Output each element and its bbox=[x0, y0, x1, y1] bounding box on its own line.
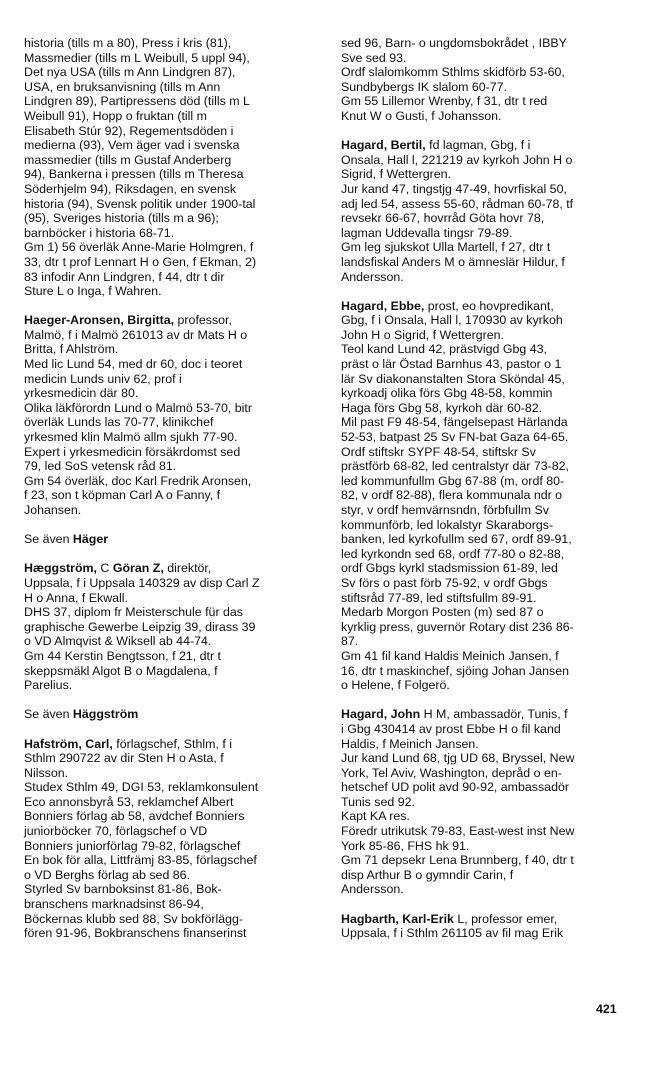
entry-line: Onsala, Hall l, 221219 av kyrkoh John H o bbox=[341, 152, 573, 167]
entry-continuation bbox=[24, 36, 320, 299]
entry-line: Sigrid, f Wettergren. bbox=[341, 167, 451, 182]
entry-line: adj led 54, assess 55-60, rådman 60-78, tf bbox=[341, 196, 574, 211]
left-column bbox=[24, 36, 320, 941]
entry-line: York, Tel Aviv, Washington, depråd o en- bbox=[341, 765, 562, 780]
entry-line: Lindgren 89), Partipressens död (tills m L bbox=[24, 94, 250, 109]
see-also-reference bbox=[24, 532, 320, 547]
entry-line: banken, led kyrkofullm sed 67, ordf 89-91, bbox=[341, 532, 572, 547]
entry-line: Teol kand Lund 42, prästvigd Gbg 43, bbox=[341, 342, 547, 357]
entry-line: (95), Sveriges historia (tills m a 96); bbox=[24, 211, 219, 226]
entry-line: Olika läkförordn Lund o Malmö 53-70, bitr bbox=[24, 400, 252, 415]
entry-line: Knut W o Gusti, f Johansson. bbox=[341, 108, 502, 123]
entry-line: disp Arthur B o gymndir Carin, f bbox=[341, 867, 514, 882]
entry-line: Sthlm 290722 av dir Sten H o Asta, f bbox=[24, 751, 224, 766]
entry-intro: förlagschef, Sthlm, f i bbox=[112, 736, 232, 751]
entry-line: Ordf stiftskr SYPF 48-54, stiftskr Sv bbox=[341, 444, 536, 459]
entry-line: kyrklig press, guvernör Rotary dist 236 86- bbox=[341, 619, 574, 634]
entry-line: Böckernas klubb sed 88, Sv bokförlägg- bbox=[24, 911, 244, 926]
entry-line: Mil past F9 48-54, fängelsepast Härlanda bbox=[341, 415, 568, 430]
entry-line: fören 91-96, Bokbranschens finanserinst bbox=[24, 926, 247, 941]
entry-line: skeppsmäkl Algot B o Magdalena, f bbox=[24, 663, 218, 678]
entry-line: Haldis, f Meinich Jansen. bbox=[341, 736, 479, 751]
entry-line: Jur kand Lund 68, tjg UD 68, Bryssel, New bbox=[341, 751, 575, 766]
entry-line: Haga förs Gbg 58, kyrkoh där 60-82. bbox=[341, 400, 543, 415]
entry-line: Bonniers förlag ab 58, avdchef Bonniers bbox=[24, 809, 245, 824]
entry-line: USA, en bruksanvisning (tills m Ann bbox=[24, 79, 221, 94]
entry-line: 16, dtr t maskinchef, sjöing Johan Jansen bbox=[341, 663, 569, 678]
entry-line: Ordf slalomkomm Sthlms skidförb 53-60, bbox=[341, 65, 565, 80]
entry-line: o VD Berghs förlag ab sed 86. bbox=[24, 867, 190, 882]
entry-line: o Helene, f Folgerö. bbox=[341, 678, 450, 693]
entry-line: Gm 44 Kerstin Bengtsson, f 21, dtr t bbox=[24, 648, 221, 663]
page-number: 421 bbox=[596, 1002, 617, 1016]
biography-entry bbox=[24, 737, 320, 941]
entry-line: Tunis sed 92. bbox=[341, 794, 415, 809]
entry-intro: H M, ambassadör, Tunis, f bbox=[420, 707, 568, 722]
entry-line: Gm 71 depsekr Lena Brunnberg, f 40, dtr t bbox=[341, 853, 574, 868]
entry-line: Gm 1) 56 överläk Anne-Marie Holmgren, f bbox=[24, 240, 254, 255]
entry-line: präst o lär Östad Barnhus 43, pastor o 1 bbox=[341, 357, 562, 372]
entry-line: Malmö, f i Malmö 261013 av dr Mats H o bbox=[24, 327, 248, 342]
entry-line: revsekr 66-67, hovrråd Göta hovr 78, bbox=[341, 211, 545, 226]
entry-line: massmedier (tills m Gustaf Anderberg bbox=[24, 152, 232, 167]
entry-line: stiftsråd 77-89, led stiftsfullm 89-91. bbox=[341, 590, 537, 605]
entry-line: Andersson. bbox=[341, 882, 404, 897]
entry-line: 52-53, batpast 25 Sv FN-bat Gaza 64-65. bbox=[341, 430, 569, 445]
entry-line: juniorböcker 70, förlagschef o VD bbox=[24, 824, 208, 839]
entry-line: styr, v ordf hemvärnsndn, förbfullm Sv bbox=[341, 503, 549, 517]
entry-line: Med lic Lund 54, med dr 60, doc i teoret bbox=[24, 357, 243, 372]
entry-line: kommunförb, led lokalstyr Skaraborgs- bbox=[341, 517, 554, 532]
biography-entry bbox=[341, 707, 641, 897]
entry-name: Hagard, Ebbe, bbox=[341, 298, 425, 313]
entry-line: Jur kand 47, tingstjg 47-49, hovrfiskal 50, bbox=[341, 181, 567, 196]
entry-line: 83 infodir Ann Lindgren, f 44, dtr t dir bbox=[24, 269, 225, 284]
see-also-prefix: Se även bbox=[24, 532, 73, 547]
entry-line: lagman Uddevalla tingsr 79-89. bbox=[341, 225, 513, 240]
entry-name: Haeger-Aronsen, Birgitta, bbox=[24, 313, 175, 328]
entry-line: Weibull 91), Hopp o fruktan (till m bbox=[24, 108, 207, 123]
entry-line: 33, dtr t prof Lennart H o Gen, f Ekman, 2) bbox=[24, 254, 257, 269]
see-also-name: Häggström bbox=[72, 707, 139, 722]
see-also-prefix: Se även bbox=[24, 707, 73, 722]
entry-line: 94), Bankerna i pressen (tills m Theresa bbox=[24, 167, 244, 182]
entry-line: Bonniers juniorförlag 79-82, förlagschef bbox=[24, 838, 241, 853]
entry-name: Hagbarth, Karl-Erik bbox=[341, 911, 454, 926]
entry-line: Söderhjelm 94), Riksdagen, en svensk bbox=[24, 181, 237, 196]
entry-line: sed 96, Barn- o ungdomsbokrådet , IBBY bbox=[341, 36, 567, 50]
entry-line: graphische Gewerbe Leipzig 39, dirass 39 bbox=[24, 619, 256, 634]
entry-line: lär Sv diakonanstalten Stora Sköndal 45, bbox=[341, 371, 565, 386]
biography-entry bbox=[341, 912, 641, 941]
entry-line: Uppsala, f i Uppsala 140329 av disp Carl Z bbox=[24, 575, 260, 590]
entry-line: landsfiskal Anders M o ämneslär Hildur, f bbox=[341, 254, 565, 269]
entry-line: o VD Almqvist & Wiksell ab 44-74. bbox=[24, 634, 212, 649]
entry-line: Kapt KA res. bbox=[341, 809, 410, 824]
entry-line: yrkesmedicin där 80. bbox=[24, 386, 139, 401]
entry-line: Medarb Morgon Posten (m) sed 87 o bbox=[341, 605, 544, 620]
entry-line: Massmedier (tills m L Weibull, 5 uppl 94), bbox=[24, 50, 250, 65]
entry-line: DHS 37, diplom fr Meisterschule für das bbox=[24, 605, 243, 620]
entry-line: Johansen. bbox=[24, 503, 82, 517]
entry-line: Gbg, f i Onsala, Hall l, 170930 av kyrkoh bbox=[341, 313, 563, 328]
entry-line: barnböcker i historia 68-71. bbox=[24, 225, 175, 240]
entry-line: Föredr utrikutsk 79-83, East-west inst New bbox=[341, 824, 575, 839]
entry-line: medierna (93), Vem äger vad i svenska bbox=[24, 138, 240, 153]
entry-line: ordf Gbgs kyrkl stadsmission 61-89, led bbox=[341, 561, 558, 576]
see-also-name: Häger bbox=[72, 532, 109, 547]
entry-line: Sture L o Inga, f Wahren. bbox=[24, 284, 162, 299]
entry-line: Expert i yrkesmedicin försäkrdomst sed bbox=[24, 444, 241, 459]
entry-line: Gm 41 fil kand Haldis Meinich Jansen, f bbox=[341, 648, 559, 663]
entry-line: En bok för alla, Littfrämj 83-85, förlagschef bbox=[24, 853, 257, 868]
entry-line: H o Anna, f Ekwall. bbox=[24, 590, 128, 605]
entry-intro: prost, eo hovpredikant, bbox=[424, 298, 554, 313]
biography-entry bbox=[341, 299, 641, 693]
entry-name: Hæggström, bbox=[24, 561, 97, 576]
entry-line: Andersson. bbox=[341, 269, 404, 284]
entry-line: York 85-86, FHS hk 91. bbox=[341, 838, 470, 853]
entry-line: Britta, f Ahlström. bbox=[24, 342, 119, 357]
entry-line: Sv förs o past förb 75-92, v ordf Gbgs bbox=[341, 575, 548, 590]
entry-intro: C bbox=[96, 561, 113, 576]
entry-line: Parelius. bbox=[24, 678, 73, 693]
entry-continuation bbox=[341, 36, 641, 124]
entry-line: 87. bbox=[341, 634, 359, 649]
entry-given-name: Göran Z, bbox=[112, 561, 164, 576]
biography-entry bbox=[24, 313, 320, 517]
entry-name: Hagard, John bbox=[341, 707, 421, 722]
entry-intro: fd lagman, Gbg, f i bbox=[425, 138, 531, 153]
entry-line: Elisabeth Stúr 92), Regementsdöden i bbox=[24, 123, 234, 138]
entry-line: hetschef UD polit avd 90-92, ambassadör bbox=[341, 780, 569, 795]
biography-entry bbox=[341, 138, 641, 284]
entry-line: John H o Sigrid, f Wettergren. bbox=[341, 327, 504, 342]
right-column bbox=[341, 36, 641, 941]
entry-line: Gm 54 överläk, doc Karl Fredrik Aronsen, bbox=[24, 473, 252, 488]
entry-line: 82, v ordf 82-88), flera kommunala ndr o bbox=[341, 488, 563, 503]
entry-line: i Gbg 430414 av prost Ebbe H o fil kand bbox=[341, 721, 561, 736]
entry-line: överläk Lunds las 70-77, klinikchef bbox=[24, 415, 214, 430]
see-also-reference bbox=[24, 707, 320, 722]
entry-line: branschens marknadsinst 86-94, bbox=[24, 897, 204, 912]
entry-intro: L, professor emer, bbox=[453, 911, 558, 926]
entry-line: Studex Sthlm 49, DGI 53, reklamkonsulent bbox=[24, 780, 259, 795]
entry-line: Uppsala, f i Sthlm 261105 av fil mag Erik bbox=[341, 926, 564, 941]
entry-line: Nilsson. bbox=[24, 765, 69, 780]
entry-line: historia (94), Svensk politik under 1900-tal bbox=[24, 196, 256, 211]
entry-line: Styrled Sv barnboksinst 81-86, Bok- bbox=[24, 882, 222, 897]
entry-line: Sundbybergs IK slalom 60-77. bbox=[341, 79, 507, 94]
entry-line: led kommunfullm Gbg 67-88 (m, ordf 80- bbox=[341, 473, 565, 488]
entry-line: kyrkoadj olika förs Gbg 48-58, kommin bbox=[341, 386, 553, 401]
entry-name: Hafström, Carl, bbox=[24, 736, 113, 751]
entry-line: Gm leg sjukskot Ulla Martell, f 27, dtr t bbox=[341, 240, 551, 255]
entry-line: Eco annonsbyrå 53, reklamchef Albert bbox=[24, 794, 234, 809]
entry-line: Det nya USA (tills m Ann Lindgren 87), bbox=[24, 65, 236, 80]
biography-entry bbox=[24, 561, 320, 692]
entry-line: prästförb 68-82, led centralstyr där 73-82, bbox=[341, 459, 569, 474]
entry-intro: professor, bbox=[174, 313, 232, 328]
entry-line: yrkesmed klin Malmö allm sjukh 77-90. bbox=[24, 430, 238, 445]
entry-line: historia (tills m a 80), Press i kris (81), bbox=[24, 36, 232, 50]
entry-line: Sve sed 93. bbox=[341, 50, 407, 65]
entry-line: medicin Lunds univ 62, prof i bbox=[24, 371, 182, 386]
entry-name: Hagard, Bertil, bbox=[341, 138, 426, 153]
entry-intro: direktör, bbox=[163, 561, 212, 576]
entry-line: f 23, son t köpman Carl A o Fanny, f bbox=[24, 488, 221, 503]
entry-line: Gm 55 Lillemor Wrenby, f 31, dtr t red bbox=[341, 94, 548, 109]
entry-line: 79, led SoS vetensk råd 81. bbox=[24, 459, 177, 474]
entry-line: led kyrkondn sed 68, ordf 77-80 o 82-88, bbox=[341, 546, 565, 561]
